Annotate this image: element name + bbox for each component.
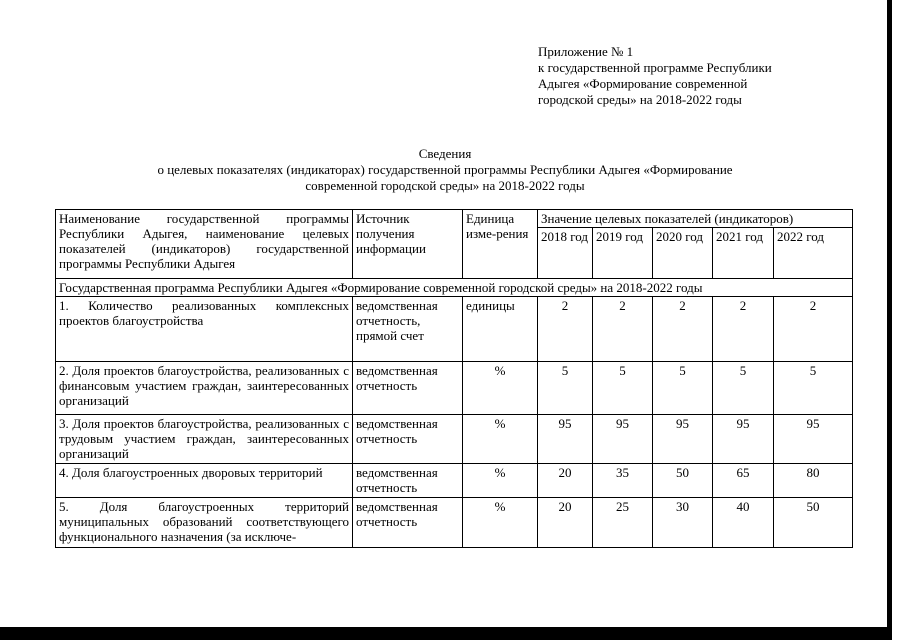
- value-2018: 95: [538, 415, 593, 464]
- value-2020: 95: [653, 415, 713, 464]
- indicator-source: ведомственная отчетность: [353, 498, 463, 548]
- value-2019: 5: [593, 362, 653, 415]
- appendix-line: к государственной программе Республики: [538, 60, 772, 75]
- indicator-source: ведомственная отчетность: [353, 362, 463, 415]
- scan-edge-bottom: [0, 627, 892, 640]
- indicator-unit: %: [463, 362, 538, 415]
- indicator-source: ведомственная отчетность: [353, 464, 463, 498]
- scan-edge-right: [887, 0, 892, 640]
- value-2019: 95: [593, 415, 653, 464]
- indicator-unit: %: [463, 415, 538, 464]
- indicator-name: 1. Количество реализованных комплексных проектов благоустройства: [56, 297, 353, 362]
- value-2018: 5: [538, 362, 593, 415]
- program-row: [56, 279, 853, 297]
- heading-title: Сведения: [418, 146, 472, 161]
- value-2019: 35: [593, 464, 653, 498]
- value-2020: 2: [653, 297, 713, 362]
- indicator-source: ведомственная отчетность: [353, 415, 463, 464]
- header-source: Источник получения информации: [353, 210, 463, 279]
- indicator-name: 2. Доля проектов благоустройства, реализованных с финансовым участием граждан, заинтересованных организаций: [56, 362, 353, 415]
- indicator-name: 3. Доля проектов благоустройства, реализованных с трудовым участием граждан, заинтересованных организаций: [56, 415, 353, 464]
- value-2019: 2: [593, 297, 653, 362]
- heading-subtitle-cont: современной городской среды» на 2018-2022 годы: [305, 178, 585, 193]
- indicator-name: 4. Доля благоустроенных дворовых территорий: [56, 464, 353, 498]
- program-title: Государственная программа Республики Адыгея «Формирование современной городской среды» на 2018-2022 годы: [56, 279, 853, 297]
- appendix-line: Адыгея «Формирование современной: [538, 76, 748, 91]
- value-2020: 30: [653, 498, 713, 548]
- value-2022: 5: [774, 362, 853, 415]
- value-2022: 2: [774, 297, 853, 362]
- appendix-line: городской среды» на 2018-2022 годы: [538, 92, 742, 107]
- indicator-unit: %: [463, 498, 538, 548]
- indicator-source: ведомственная отчетность, прямой счет: [353, 297, 463, 362]
- header-year: 2020 год: [653, 228, 713, 279]
- table-row: [56, 498, 853, 548]
- indicators-table: [55, 209, 853, 548]
- header-year: 2021 год: [713, 228, 774, 279]
- value-2021: 95: [713, 415, 774, 464]
- header-year: 2022 год: [774, 228, 853, 279]
- header-year: 2018 год: [538, 228, 593, 279]
- table-row: [56, 464, 853, 498]
- header-name: Наименование государственной программы Республики Адыгея, наименование целевых показателей (индикаторов) государственной программы Республики Адыгея: [56, 210, 353, 279]
- value-2018: 20: [538, 498, 593, 548]
- value-2022: 50: [774, 498, 853, 548]
- indicator-unit: единицы: [463, 297, 538, 362]
- document-heading: [100, 146, 790, 194]
- value-2018: 20: [538, 464, 593, 498]
- value-2022: 95: [774, 415, 853, 464]
- table-row: [56, 362, 853, 415]
- value-2020: 50: [653, 464, 713, 498]
- table-header-row: [56, 210, 853, 228]
- value-2021: 5: [713, 362, 774, 415]
- value-2021: 65: [713, 464, 774, 498]
- value-2022: 80: [774, 464, 853, 498]
- value-2019: 25: [593, 498, 653, 548]
- value-2021: 2: [713, 297, 774, 362]
- header-values-group: Значение целевых показателей (индикаторов): [538, 210, 853, 228]
- table-row: [56, 297, 853, 362]
- value-2021: 40: [713, 498, 774, 548]
- indicator-unit: %: [463, 464, 538, 498]
- appendix-note: [538, 44, 838, 108]
- appendix-line: Приложение № 1: [538, 44, 634, 59]
- indicator-name: 5. Доля благоустроенных территорий муниципальных образований соответствующего функционального назначения (за исключе-: [56, 498, 353, 548]
- value-2020: 5: [653, 362, 713, 415]
- header-unit: Единица изме-рения: [463, 210, 538, 279]
- table-row: [56, 415, 853, 464]
- header-year: 2019 год: [593, 228, 653, 279]
- heading-subtitle: о целевых показателях (индикаторах) государственной программы Республики Адыгея «Формирование: [157, 162, 733, 177]
- value-2018: 2: [538, 297, 593, 362]
